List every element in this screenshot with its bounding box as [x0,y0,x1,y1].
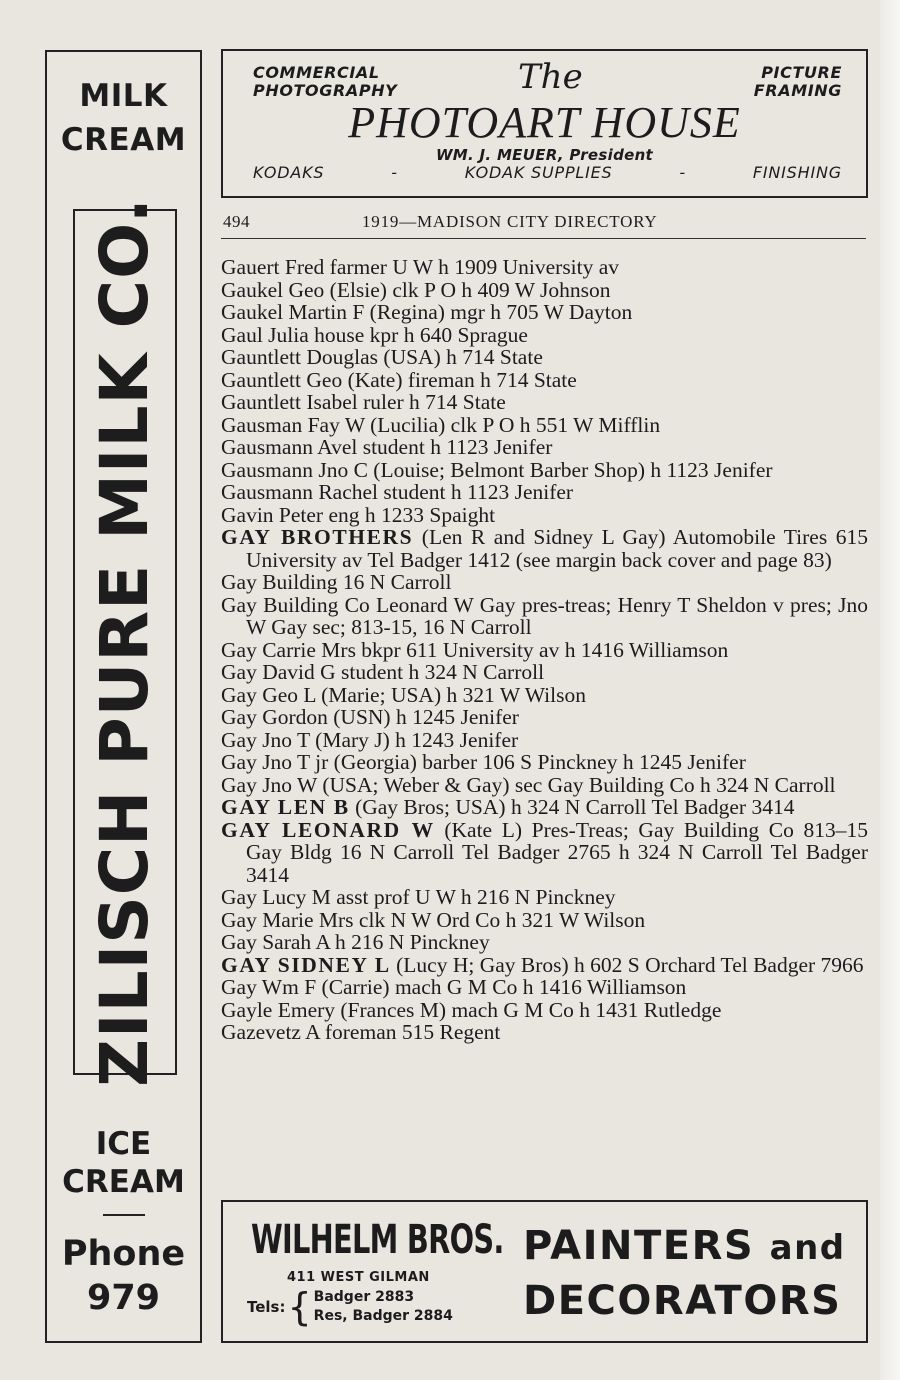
company-name-box [73,197,177,1087]
directory-entry [221,639,868,662]
directory-entry [221,796,868,819]
ad-right-text: PICTURE FRAMING [753,63,842,100]
directory-listings [221,256,868,1044]
entry-text: Gaul Julia house kpr h 640 Sprague [221,322,528,347]
entry-text: Gausmann Jno C (Louise; Belmont Barber Shop) h 1123 Jenifer [221,457,773,482]
entry-text: Gauntlett Geo (Kate) fireman h 714 State [221,367,577,392]
president-line: WM. J. MEUER, President [435,146,654,164]
entry-text: Gay David G student h 324 N Carroll [221,660,545,684]
entry-text: Gaukel Geo (Elsie) clk P O h 409 W Johnson [221,277,611,302]
entry-text: (Gay Bros; USA) h 324 N Carroll Tel Badger 3414 [349,795,795,819]
directory-entry [221,301,868,324]
divider [103,1214,145,1216]
entry-bold-name: GAY BROTHERS [221,525,414,549]
header-rule [221,238,866,239]
directory-entry [221,436,868,459]
directory-entry [221,571,868,594]
entry-text: Gay Wm F (Carrie) mach G M Co h 1416 Williamson [221,975,687,999]
directory-entry [221,324,868,347]
tel-lines: Badger 2883 Res, Badger 2884 [313,1289,453,1324]
telephone-block [247,1285,453,1329]
directory-entry [221,931,868,954]
phone-info [47,1232,200,1320]
entry-text: Gay Jno T (Mary J) h 1243 Jenifer [221,727,519,752]
brace-glyph: { [287,1285,312,1329]
entry-text: Gay Building Co Leonard W Gay pres-treas; Henry T Sheldon v pres; Jno W Gay sec; 813-15, 16 N Carroll [221,592,868,639]
ice-cream-heading: ICE CREAM [62,1126,185,1200]
entry-text: Gay Carrie Mrs bkpr 611 University av h 1416 Williamson [221,637,729,662]
directory-entry [221,684,868,707]
directory-entry [221,1021,868,1044]
business-name: PHOTOART HOUSE [348,98,741,147]
entry-text: Gay Jno W (USA; Weber & Gay) sec Gay Building Co h 324 N Carroll [221,772,836,797]
firm-name: WILHELM BROS. [251,1217,504,1263]
entry-text: Gay Marie Mrs clk N W Ord Co h 321 W Wilson [221,907,646,932]
directory-entry [221,346,868,369]
page-number: 494 [223,212,250,231]
entry-text: Gauert Fred farmer U W h 1909 University av [221,255,620,279]
directory-entry [221,751,868,774]
directory-entry [221,414,868,437]
directory-entry [221,594,868,639]
directory-entry [221,954,868,977]
directory-entry [221,706,868,729]
entry-text: Gauntlett Isabel ruler h 714 State [221,390,506,414]
directory-entry [221,909,868,932]
milk-company-ad [45,50,202,1343]
phone-label: Phone [61,1234,186,1274]
directory-entry [221,774,868,797]
directory-entry [221,976,868,999]
the-logo-mark: The [518,57,583,97]
entry-text: Gay Jno T jr (Georgia) barber 106 S Pinckney h 1245 Jenifer [221,750,746,774]
entry-text: Gausman Fay W (Lucilia) clk P O h 551 W Mifflin [221,412,661,437]
directory-entry [221,369,868,392]
entry-text: Gazevetz A foreman 515 Regent [221,1020,501,1044]
entry-text: Gay Sarah A h 216 N Pinckney [221,930,490,954]
directory-entry [221,886,868,909]
entry-bold-name: GAY LEONARD W [221,817,435,842]
directory-entry [221,391,868,414]
firm-address: 411 WEST GILMAN [287,1270,430,1285]
phone-number: 979 [86,1278,161,1318]
entry-text: Gaukel Martin F (Regina) mgr h 705 W Dayton [221,300,633,324]
ad-left-text: COMMERCIAL PHOTOGRAPHY [253,63,398,100]
directory-entry [221,661,868,684]
ad-services-row: KODAKS - KODAK SUPPLIES - FINISHING [253,163,842,182]
entry-text: Gay Lucy M asst prof U W h 216 N Pinckney [221,885,616,909]
entry-bold-name: GAY SIDNEY L [221,952,391,977]
running-head: 1919—MADISON CITY DIRECTORY [362,212,658,231]
entry-text: Gauntlett Douglas (USA) h 714 State [221,345,543,369]
entry-text: Gavin Peter eng h 1233 Spaight [221,502,496,527]
entry-text: (Lucy H; Gay Bros) h 602 S Orchard Tel Badger 7966 [390,952,864,977]
entry-text: (Kate L) Pres-Treas; Gay Building Co 813–15 Gay Bldg 16 N Carroll Tel Badger 2765 h 324 N Carroll Tel Badger 3414 [246,817,868,887]
photoart-house-ad [221,49,868,198]
directory-entry [221,819,868,887]
directory-entry [221,526,868,571]
tels-label: Tels: [247,1298,286,1316]
entry-text: Gayle Emery (Frances M) mach G M Co h 1431 Rutledge [221,997,722,1022]
entry-text: Gay Geo L (Marie; USA) h 321 W Wilson [221,682,586,707]
entry-bold-name: GAY LEN B [221,795,350,819]
entry-text: (Len R and Sidney L Gay) Automobile Tires 615 University av Tel Badger 1412 (see margin back cover and page 83) [246,525,868,572]
directory-entry [221,481,868,504]
directory-entry [221,999,868,1022]
directory-entry [221,279,868,302]
entry-text: Gausmann Avel student h 1123 Jenifer [221,435,553,459]
directory-entry [221,504,868,527]
entry-text: Gay Building 16 N Carroll [221,570,452,594]
entry-text: Gausmann Rachel student h 1123 Jenifer [221,480,574,504]
trade-description: PAINTERS and DECORATORS [523,1223,846,1324]
entry-text: Gay Gordon (USN) h 1245 Jenifer [221,705,519,729]
company-name: ZILISCH PURE MILK CO. [86,197,163,1087]
directory-entry [221,729,868,752]
directory-entry [221,256,868,279]
directory-entry [221,459,868,482]
milk-cream-heading: MILK CREAM [60,78,187,158]
wilhelm-bros-ad [221,1200,868,1343]
page-edge [880,0,900,1380]
